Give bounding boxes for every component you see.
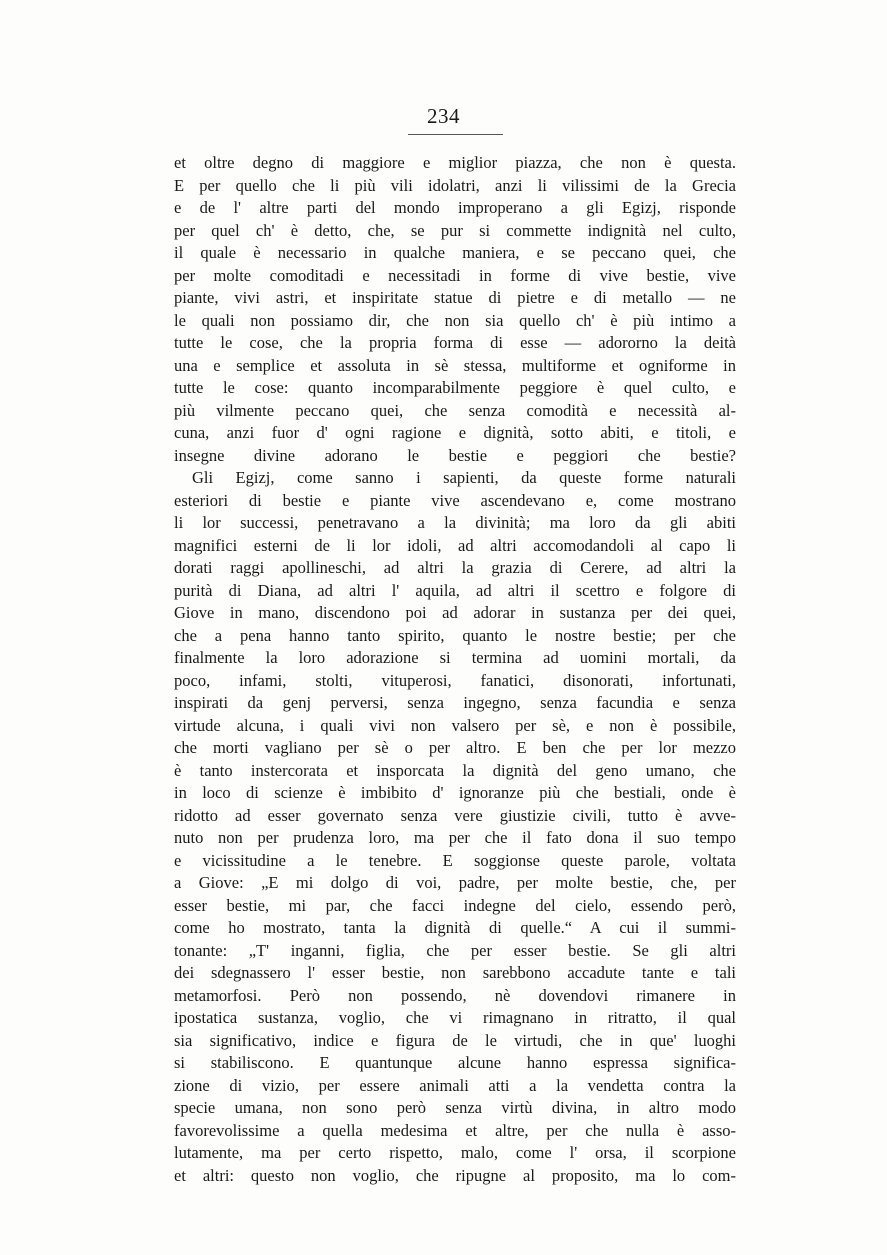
text-line: una e semplice et assoluta in sè stessa, multiforme et ogniforme in [174, 355, 736, 375]
text-line: virtude alcuna, i quali vivi non valsero per sè, e non è possibile, [174, 715, 736, 735]
text-line: come ho mostrato, tanta la dignità di quelle.“ A cui il summi- [174, 918, 736, 937]
header-rule [408, 134, 503, 135]
text-line: che a pena hanno tanto spirito, quanto le nostre bestie; per che [174, 625, 736, 645]
text-line: tonante: „T' inganni, figlia, che per esser bestie. Se gli altri [174, 940, 736, 960]
text-line: li lor successi, penetravano a la divinità; ma loro da gli abiti [174, 513, 736, 532]
text-line: et altri: questo non voglio, che ripugne al proposito, ma lo com- [174, 1165, 736, 1185]
text-line: nuto non per prudenza loro, ma per che il fato dona il suo tempo [174, 828, 736, 847]
text-line: più vilmente peccano quei, che senza comodità e necessità al- [174, 400, 736, 420]
text-line: metamorfosi. Però non possendo, nè dovendovi rimanere in [174, 985, 736, 1005]
text-line: tutte le cose, che la propria forma di esse — adororno la deità [174, 333, 736, 352]
text-line: purità di Diana, ad altri l' aquila, ad altri il scettro e folgore di [174, 580, 736, 600]
page-number: 234 [427, 104, 460, 128]
text-line: le quali non possiamo dir, che non sia quello ch' è più intimo a [174, 310, 736, 330]
text-line: e de l' altre parti del mondo improperano a gli Egizj, risponde [174, 198, 736, 217]
text-line: che morti vagliano per sè o per altro. E ben che per lor mezzo [174, 738, 736, 757]
text-line: esser bestie, mi par, che facci indegne del cielo, essendo però, [174, 895, 736, 915]
text-line: dorati raggi apollineschi, ad altri la grazia di Cerere, ad altri la [174, 558, 736, 577]
text-line: inspirati da genj perversi, senza ingegno, senza facundia e senza [174, 693, 736, 712]
text-line: zione di vizio, per essere animali atti a la vendetta contra la [174, 1075, 736, 1095]
text-line: E per quello che li più vili idolatri, anzi li vilissimi de la Grecia [174, 175, 736, 195]
text-line: il quale è necessario in qualche maniera, e se peccano quei, che [174, 243, 736, 262]
text-line: Giove in mano, discendono poi ad adorar in sustanza per dei quei, [174, 603, 736, 622]
text-line: lutamente, ma per certo rispetto, malo, come l' orsa, il scorpione [174, 1143, 736, 1162]
text-line: a Giove: „E mi dolgo di voi, padre, per molte bestie, che, per [174, 873, 736, 892]
text-line: e vicissitudine a le tenebre. E soggionse queste parole, voltata [174, 850, 736, 870]
text-line: finalmente la loro adorazione si termina ad uomini mortali, da [174, 648, 736, 667]
text-line: tutte le cose: quanto incomparabilmente peggiore è quel culto, e [174, 378, 736, 397]
text-line: specie umana, non sono però senza virtù divina, in altro modo [174, 1098, 736, 1117]
text-line: per molte comoditadi e necessitadi in forme di vive bestie, vive [174, 265, 736, 285]
text-line: sia significativo, indice e figura de le virtudi, che in que' luoghi [174, 1030, 736, 1050]
text-line: ridotto ad esser governato senza vere giustizie civili, tutto è avve- [174, 805, 736, 825]
text-line: et oltre degno di maggiore e miglior piazza, che non è questa. [174, 153, 736, 172]
text-line: esteriori di bestie e piante vive ascendevano e, come mostrano [174, 490, 736, 510]
text-line: dei sdegnassero l' esser bestie, non sarebbono accadute tante e tali [174, 963, 736, 982]
text-line: piante, vivi astri, et inspiritate statue di pietre e di metallo — ne [174, 288, 736, 307]
text-line: favorevolissime a quella medesima et altre, per che nulla è asso- [174, 1120, 736, 1140]
text-line: cuna, anzi fuor d' ogni ragione e dignità, sotto abiti, e titoli, e [174, 423, 736, 442]
text-line: poco, infami, stolti, vituperosi, fanatici, disonorati, infortunati, [174, 670, 736, 690]
text-line: per quel ch' è detto, che, se pur si commette indignità nel culto, [174, 220, 736, 240]
text-line: insegne divine adorano le bestie e peggiori che bestie? [174, 445, 736, 465]
body-text [174, 152, 736, 1187]
text-line: in loco di scienze è imbibito d' ignoranze più che bestiali, onde è [174, 783, 736, 802]
text-line: ipostatica sustanza, voglio, che vi rimagnano in ritratto, il qual [174, 1008, 736, 1027]
text-line: Gli Egizj, come sanno i sapienti, da queste forme naturali [192, 468, 736, 487]
text-line: si stabiliscono. E quantunque alcune hanno espressa significa- [174, 1053, 736, 1072]
text-line: è tanto instercorata et insporcata la dignità del geno umano, che [174, 760, 736, 780]
text-line: magnifici esterni de li lor idoli, ad altri accomodandoli al capo li [174, 535, 736, 555]
